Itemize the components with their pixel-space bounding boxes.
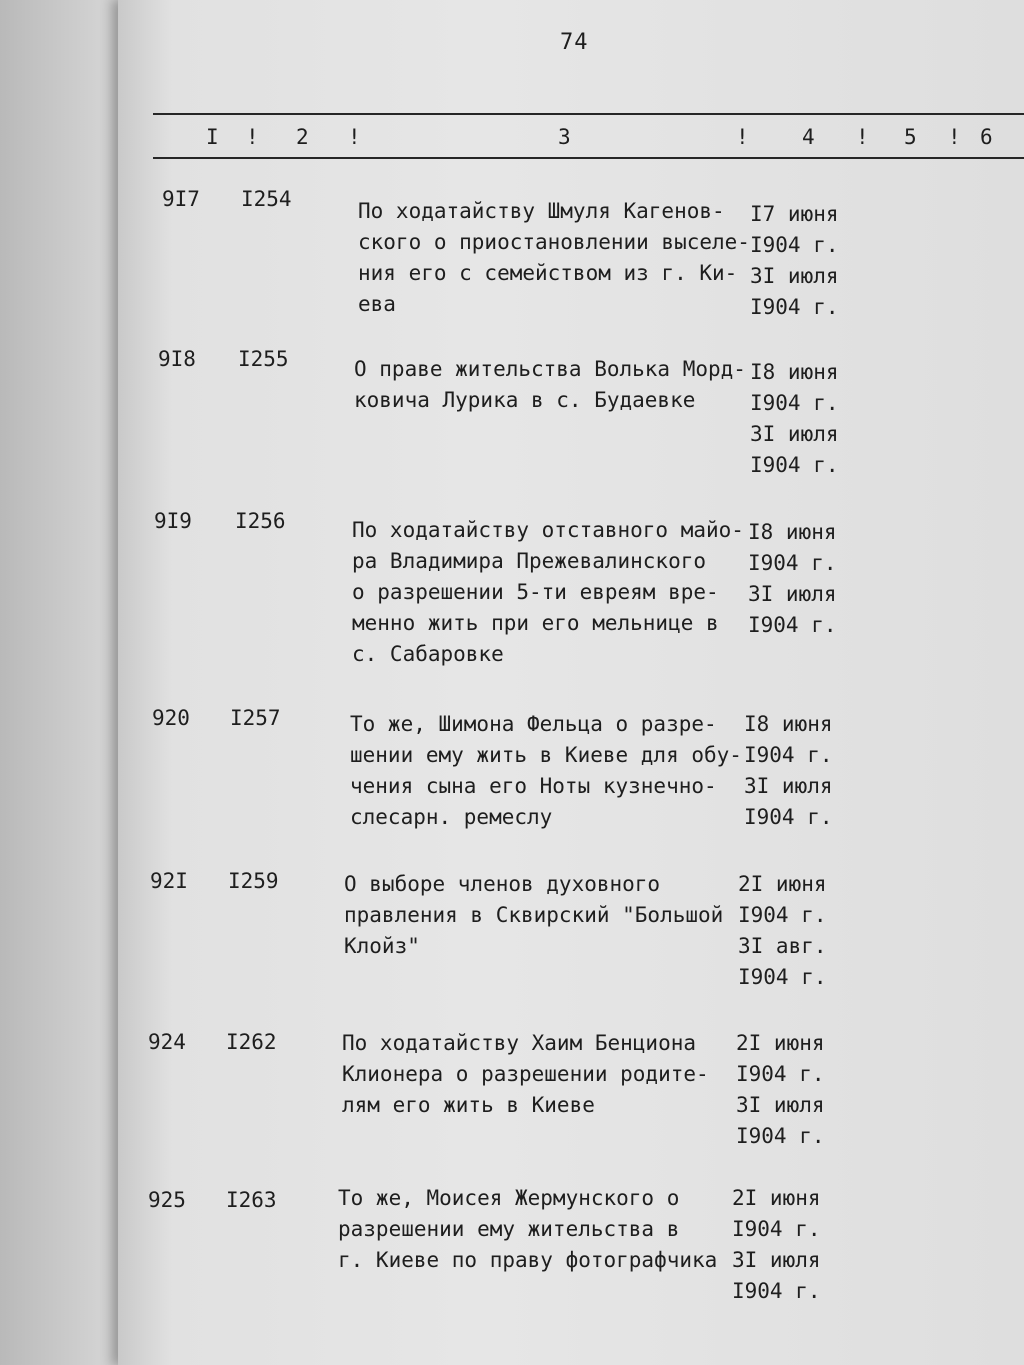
entry-number: 92I xyxy=(150,869,188,893)
description-line: Клионера о разрешении родите- xyxy=(342,1062,709,1086)
description-line: лям его жить в Киеве xyxy=(342,1093,595,1117)
entry-description xyxy=(342,1028,709,1121)
column-header: 2 xyxy=(296,125,309,149)
date-line: I904 г. xyxy=(750,453,839,477)
date-line: I904 г. xyxy=(750,295,839,319)
entry-dates xyxy=(738,869,850,993)
page-number: 74 xyxy=(560,30,589,55)
date-line: I904 г. xyxy=(736,1124,825,1148)
date-line: 2I июня xyxy=(736,1031,825,1055)
date-line: I904 г. xyxy=(732,1217,821,1241)
column-separator: ! xyxy=(736,125,749,149)
document-number: I255 xyxy=(238,347,289,371)
description-line: Клойз" xyxy=(344,934,420,958)
entry-number: 925 xyxy=(148,1188,186,1212)
description-line: То же, Шимона Фельца о разре- xyxy=(350,712,717,736)
description-line: шении ему жить в Киеве для обу- xyxy=(350,743,742,767)
column-header: 3 xyxy=(558,125,571,149)
description-line: По ходатайству Хаим Бенциона xyxy=(342,1031,697,1055)
table-header-bottom-rule xyxy=(153,157,1024,159)
date-line: 3I июля xyxy=(744,774,833,798)
description-line: То же, Моисея Жермунского о xyxy=(338,1186,680,1210)
entry-dates xyxy=(744,709,856,833)
description-line: с. Сабаровке xyxy=(352,642,504,666)
column-header: 5 xyxy=(904,125,917,149)
date-line: I8 июня xyxy=(744,712,833,736)
entry-description xyxy=(338,1183,717,1276)
date-line: 2I июня xyxy=(738,872,827,896)
document-number: I256 xyxy=(235,509,286,533)
column-header: 6 xyxy=(980,125,993,149)
entry-number: 9I7 xyxy=(162,187,200,211)
date-line: 3I июля xyxy=(748,582,837,606)
column-header: I xyxy=(206,125,219,149)
description-line: По ходатайству отставного майо- xyxy=(352,518,744,542)
document-page xyxy=(118,0,1024,1365)
description-line: г. Киеве по праву фотографчика xyxy=(338,1248,718,1272)
entry-description xyxy=(350,709,742,833)
date-line: I904 г. xyxy=(736,1062,825,1086)
document-number: I254 xyxy=(241,187,292,211)
date-line: 3I июля xyxy=(736,1093,825,1117)
description-line: ева xyxy=(358,292,396,316)
column-separator: ! xyxy=(246,125,259,149)
description-line: ния его с семейством из г. Ки- xyxy=(358,261,738,285)
date-line: 3I июля xyxy=(750,264,839,288)
entry-description xyxy=(344,869,723,962)
column-separator: ! xyxy=(948,125,961,149)
description-line: правления в Сквирский "Большой xyxy=(344,903,724,927)
date-line: I8 июня xyxy=(748,520,837,544)
date-line: I904 г. xyxy=(738,965,827,989)
description-line: о разрешении 5-ти евреям вре- xyxy=(352,580,719,604)
table-header-top-rule xyxy=(153,113,1024,115)
date-line: 3I авг. xyxy=(738,934,827,958)
date-line: I904 г. xyxy=(748,613,837,637)
date-line: I904 г. xyxy=(738,903,827,927)
entry-description xyxy=(358,196,750,320)
description-line: разрешении ему жительства в xyxy=(338,1217,680,1241)
document-number: I259 xyxy=(228,869,279,893)
entry-dates xyxy=(750,357,862,481)
description-line: менно жить при его мельнице в xyxy=(352,611,719,635)
date-line: I7 июня xyxy=(750,202,839,226)
date-line: I904 г. xyxy=(750,391,839,415)
entry-dates xyxy=(750,199,862,323)
description-line: ковича Лурика в с. Будаевке xyxy=(354,388,696,412)
date-line: I904 г. xyxy=(748,551,837,575)
date-line: I904 г. xyxy=(744,805,833,829)
date-line: 3I июля xyxy=(732,1248,821,1272)
entry-number: 920 xyxy=(152,706,190,730)
entry-number: 9I9 xyxy=(154,509,192,533)
date-line: 2I июня xyxy=(732,1186,821,1210)
entry-number: 924 xyxy=(148,1030,186,1054)
date-line: 3I июля xyxy=(750,422,839,446)
column-separator: ! xyxy=(348,125,361,149)
entry-dates xyxy=(748,517,860,641)
description-line: слесарн. ремеслу xyxy=(350,805,553,829)
column-header: 4 xyxy=(802,125,815,149)
document-number: I262 xyxy=(226,1030,277,1054)
document-number: I263 xyxy=(226,1188,277,1212)
description-line: ского о приостановлении выселе- xyxy=(358,230,750,254)
description-line: О праве жительства Волька Морд- xyxy=(354,357,746,381)
date-line: I904 г. xyxy=(750,233,839,257)
column-separator: ! xyxy=(856,125,869,149)
description-line: чения сына его Ноты кузнечно- xyxy=(350,774,717,798)
entry-number: 9I8 xyxy=(158,347,196,371)
document-number: I257 xyxy=(230,706,281,730)
description-line: По ходатайству Шмуля Кагенов- xyxy=(358,199,725,223)
entry-description xyxy=(354,354,746,416)
date-line: I904 г. xyxy=(744,743,833,767)
entry-description xyxy=(352,515,744,670)
date-line: I8 июня xyxy=(750,360,839,384)
date-line: I904 г. xyxy=(732,1279,821,1303)
entry-dates xyxy=(732,1183,844,1307)
description-line: О выборе членов духовного xyxy=(344,872,661,896)
description-line: ра Владимира Прежевалинского xyxy=(352,549,707,573)
entry-dates xyxy=(736,1028,848,1152)
